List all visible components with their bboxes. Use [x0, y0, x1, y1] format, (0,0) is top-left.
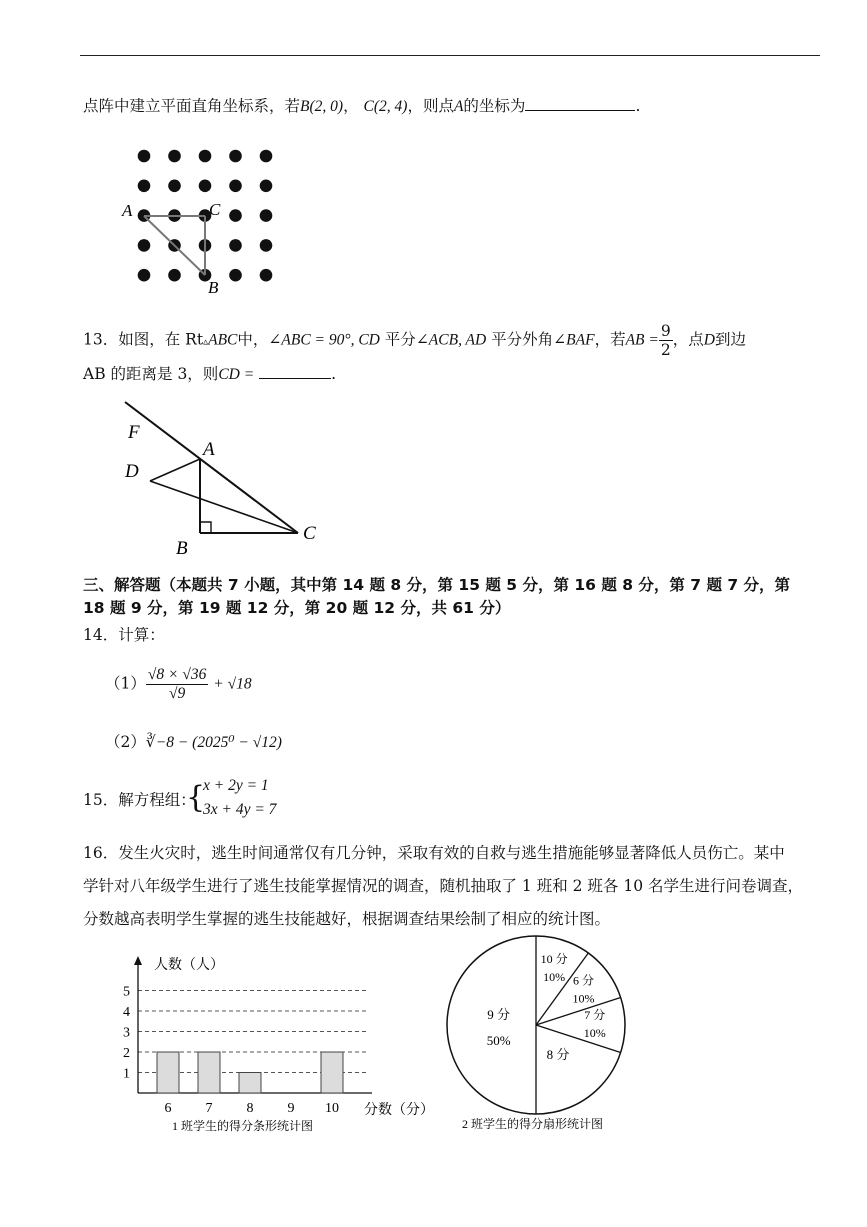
q16-line3: 分数越高表明学生掌握的逃生技能越好，根据调查结果绘制了相应的统计图。	[83, 910, 611, 928]
x-tick-label: 7	[205, 1101, 213, 1116]
bar-chart-title: 1 班学生的得分条形统计图	[172, 1119, 314, 1133]
lattice-dot	[168, 150, 181, 163]
lattice-dot	[260, 239, 273, 252]
brace-icon: {	[186, 780, 206, 815]
q12-text: 点阵中建立平面直角坐标系，若B(2, 0)， C(2, 4)，则点A的坐标为 .	[83, 97, 641, 115]
q15-eq1: x + 2y = 1	[203, 777, 269, 794]
label-d: D	[125, 461, 139, 482]
x-tick-label: 8	[246, 1101, 254, 1116]
fraction-9-2: $\frac{9}{2}$	[660, 322, 671, 359]
answer-blank-q12[interactable]	[525, 95, 635, 111]
lattice-dot	[229, 239, 242, 252]
pie-slice-label: 10 分	[540, 952, 568, 967]
x-tick-label: 9	[287, 1101, 295, 1116]
lattice-dot	[229, 180, 242, 193]
q16-line1: 16．发生火灾时，逃生时间通常仅有几分钟，采取有效的自救与逃生措施能够显著降低人员伤亡。某中	[83, 844, 785, 862]
q13-text-line2: AB 的距离是 3，则CD = .	[83, 365, 337, 383]
lattice-dot	[168, 269, 181, 282]
q15-eq2: 3x + 4y = 7	[203, 801, 277, 818]
q14-fraction: $\frac{√8 \times √36}{√9}$	[147, 666, 207, 702]
lattice-dot	[138, 150, 151, 163]
lattice-dot	[229, 269, 242, 282]
line-fc	[125, 402, 298, 533]
label-b: B	[208, 278, 219, 297]
y-tick-label: 4	[123, 1005, 130, 1020]
pie-chart-class2	[440, 930, 640, 1140]
y-tick-label: 3	[123, 1025, 130, 1041]
pie-slice-label: 7 分	[584, 1008, 606, 1022]
label-a: A	[122, 201, 133, 220]
pie-slice-percent: 50%	[486, 1033, 511, 1048]
y-axis-label: 人数（人）	[154, 958, 224, 973]
header-rule	[80, 55, 820, 56]
pie-slice-percent: 10%	[543, 970, 566, 985]
y-tick-label: 5	[123, 984, 130, 1000]
segment-dc	[150, 481, 298, 533]
lattice-dot	[260, 269, 273, 282]
q14-part1: （1） $\frac{√8 \times √36}{√9}$ + √18	[105, 666, 252, 702]
label-f: F	[128, 422, 140, 443]
section-heading-line1: 三、解答题（本题共 7 小题，其中第 14 题 8 分，第 15 题 5 分，第 16 题 8 分，第 7 题 7 分，第	[83, 576, 791, 594]
q14-part2: （2）∛−8 − (2025⁰ − √12)	[105, 733, 282, 751]
triangle-figure	[110, 395, 340, 560]
right-angle-mark	[200, 522, 211, 533]
lattice-dot	[138, 180, 151, 193]
pie-slice-label: 8 分	[546, 1047, 570, 1063]
label-c: C	[209, 200, 221, 219]
segment-ab	[144, 216, 205, 275]
bar	[198, 1052, 220, 1093]
section-heading-line2: 18 题 9 分，第 19 题 12 分，第 20 题 12 分，共 61 分）	[83, 599, 511, 617]
answer-blank-q13[interactable]	[259, 363, 331, 379]
y-tick-label: 1	[123, 1066, 130, 1082]
dot-lattice-figure	[110, 140, 300, 300]
lattice-dot	[260, 150, 273, 163]
bar	[239, 1073, 261, 1094]
lattice-dot	[199, 180, 212, 193]
q14-title: 14．计算：	[83, 626, 165, 644]
bar-chart-class1	[110, 950, 450, 1140]
pie-chart-title: 2 班学生的得分扇形统计图	[462, 1117, 604, 1131]
pie-slice-label: 6 分	[573, 973, 595, 988]
lattice-dot	[138, 239, 151, 252]
lattice-dot	[260, 180, 273, 193]
y-tick-label: 2	[123, 1046, 130, 1061]
q13-text-line1: 13．如图，在 Rt▵ABC中，∠ABC = 90°, CD 平分∠ACB, AD 平分外角∠BAF，若AB = $\frac{9}{2}$ ，点D到边	[83, 322, 746, 359]
bar	[321, 1052, 343, 1093]
lattice-dot	[229, 209, 242, 222]
lattice-dot	[260, 209, 273, 222]
q16-line2: 学针对八年级学生进行了逃生技能掌握情况的调查，随机抽取了 1 班和 2 班各 10 名学生进行问卷调查，	[83, 877, 804, 895]
lattice-dot	[199, 150, 212, 163]
label-a: A	[203, 439, 215, 460]
x-axis-label: 分数（分）	[364, 1103, 434, 1118]
pie-slice-percent: 10%	[583, 1026, 606, 1040]
bar	[157, 1052, 179, 1093]
label-c: C	[303, 523, 316, 544]
lattice-dot	[229, 150, 242, 163]
q15-title: 15．解方程组：	[83, 791, 196, 809]
label-b: B	[176, 538, 188, 559]
lattice-dot	[168, 180, 181, 193]
x-tick-label: 6	[164, 1101, 172, 1116]
x-tick-labels	[165, 1101, 340, 1116]
y-axis-arrow-icon	[134, 956, 142, 965]
pie-slice-label: 9 分	[487, 1007, 511, 1022]
lattice-dot	[138, 269, 151, 282]
pie-slice-percent: 10%	[572, 991, 595, 1006]
segment-da	[150, 459, 200, 481]
y-tick-labels	[123, 985, 130, 1082]
x-tick-label: 10	[325, 1101, 339, 1116]
